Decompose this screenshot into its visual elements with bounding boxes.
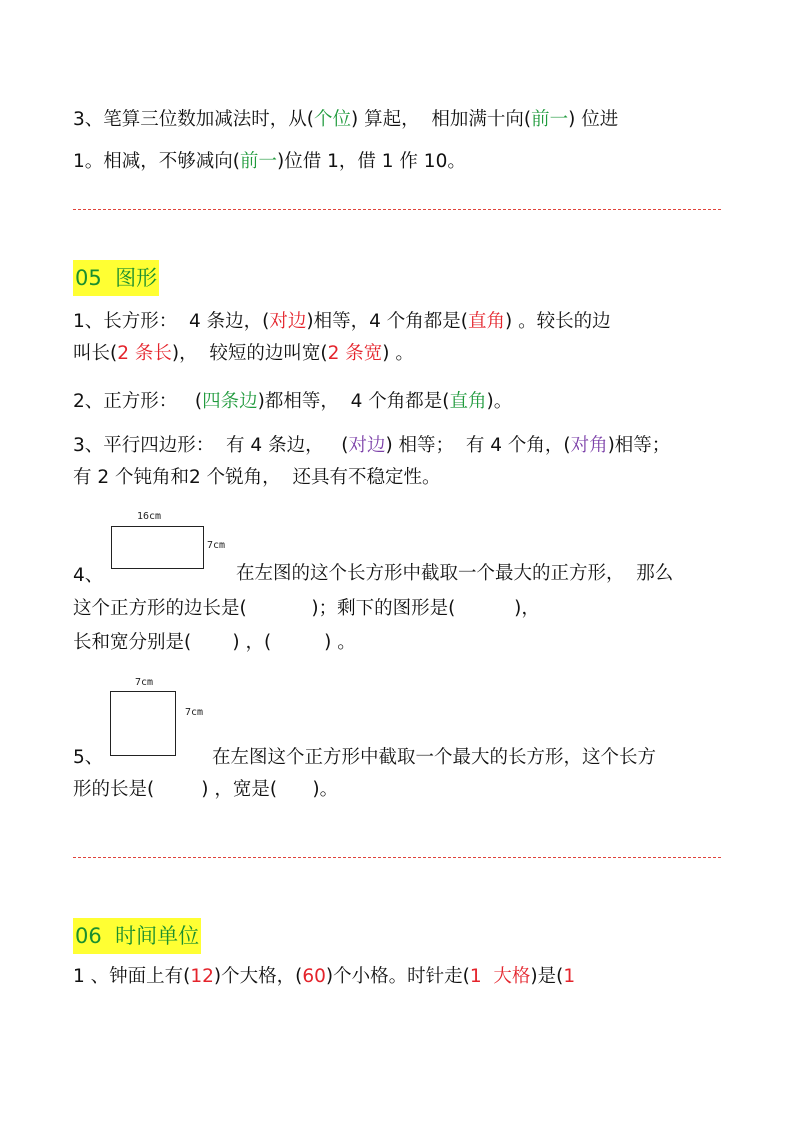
text: 1 、钟面上有( — [73, 966, 191, 987]
text: )都相等， 4 个角都是( — [257, 391, 450, 412]
shape-item-3-line-2 — [73, 466, 440, 490]
answer-red: 1 — [563, 966, 576, 987]
rectangle-height-label: 7cm — [207, 540, 226, 551]
text: 2、正方形： ( — [73, 391, 203, 412]
text: 3、平行四边形： 有 4 条边， ( — [73, 435, 349, 456]
answer-red: 直角 — [468, 311, 506, 332]
section-heading-05 — [73, 260, 159, 296]
text: 3、笔算三位数加减法时，从( — [73, 109, 314, 130]
answer-purple: 对边 — [348, 435, 386, 456]
answer-red: 1 大格 — [469, 966, 531, 987]
text: 叫长( — [73, 343, 118, 364]
text: )个大格，( — [213, 966, 303, 987]
shape-item-4-number: 4、 — [73, 565, 104, 586]
shape-item-5-line-1: 在左图这个正方形中截取一个最大的长方形，这个长方 — [212, 747, 657, 768]
text: )， 较短的边叫宽( — [171, 343, 328, 364]
shape-item-2 — [73, 390, 512, 414]
section-number: 05 — [75, 266, 102, 290]
text: ) 。 — [382, 343, 414, 364]
section-title: 图形 — [115, 266, 158, 290]
rectangle-width-label: 16cm — [137, 511, 162, 522]
text: )个小格。时针走( — [325, 966, 470, 987]
shape-item-5-number: 5、 — [73, 747, 104, 768]
text: 1。相减，不够减向( — [73, 151, 240, 172]
answer-green: 直角 — [449, 391, 487, 412]
dashed-divider — [73, 857, 721, 858]
shape-item-4-line-2: 这个正方形的边长是( )；剩下的图形是( )， — [73, 598, 540, 619]
text: 有 2 个钝角和2 个锐角， 还具有不稳定性。 — [73, 467, 441, 488]
shape-item-1-line-2 — [73, 342, 414, 366]
text: )是( — [530, 966, 564, 987]
text: ) 位进 — [568, 109, 619, 130]
answer-red: 2 条宽 — [327, 343, 383, 364]
shape-item-3-line-1 — [73, 434, 670, 458]
square-width-label: 7cm — [135, 677, 154, 688]
text: )相等，4 个角都是( — [306, 311, 469, 332]
text: )位借 1，借 1 作 10。 — [277, 151, 466, 172]
shape-item-5-line-2: 形的长是( ) ，宽是( )。 — [73, 779, 339, 800]
dashed-divider — [73, 209, 721, 210]
shape-item-4-line-3: 长和宽分别是( ) ，( ) 。 — [73, 632, 356, 653]
answer-purple: 对角 — [570, 435, 608, 456]
section-title: 时间单位 — [115, 924, 200, 948]
answer-red: 12 — [190, 966, 214, 987]
section-heading-06 — [73, 918, 201, 954]
item-3-line-1 — [73, 108, 618, 132]
text: ) 算起， 相加满十向( — [351, 109, 532, 130]
rectangle-figure — [111, 526, 204, 569]
square-figure — [110, 691, 176, 756]
answer-green: 前一 — [531, 109, 569, 130]
text: ) 。较长的边 — [505, 311, 611, 332]
answer-green: 四条边 — [202, 391, 258, 412]
answer-green: 前一 — [240, 151, 278, 172]
shape-item-1-line-1 — [73, 310, 611, 334]
answer-red: 对边 — [269, 311, 307, 332]
text: 1、长方形： 4 条边，( — [73, 311, 270, 332]
shape-item-4-line-1: 在左图的这个长方形中截取一个最大的正方形， 那么 — [236, 563, 674, 584]
square-height-label: 7cm — [185, 707, 204, 718]
item-3-line-2 — [73, 150, 466, 174]
answer-red: 2 条长 — [117, 343, 172, 364]
text: ) 相等； 有 4 个角，( — [385, 435, 571, 456]
time-item-1 — [73, 965, 575, 989]
answer-green: 个位 — [314, 109, 352, 130]
text: )相等； — [607, 435, 671, 456]
text: )。 — [486, 391, 513, 412]
answer-red: 60 — [302, 966, 326, 987]
section-number: 06 — [75, 924, 102, 948]
